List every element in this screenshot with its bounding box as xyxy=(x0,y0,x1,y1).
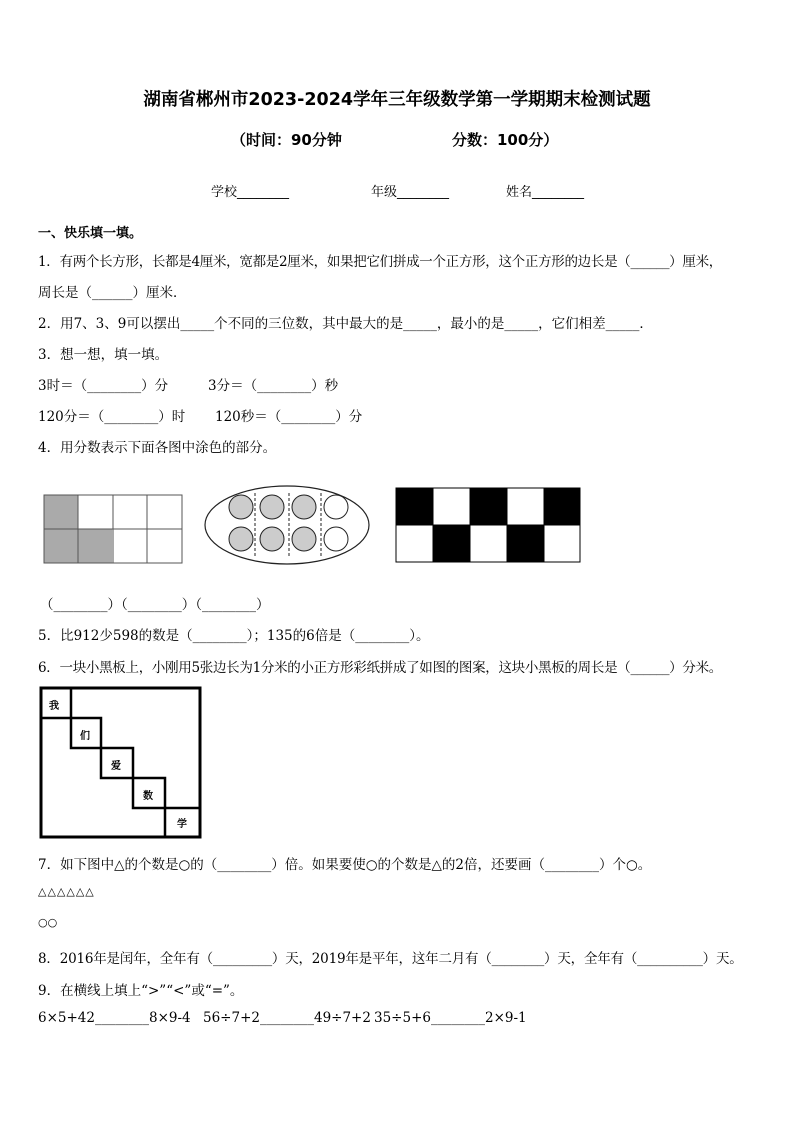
question-9a: 6×5+42________8×9-4 xyxy=(38,1010,191,1026)
figure-ellipse-circles xyxy=(203,483,373,569)
question-2: 2．用7、3、9可以摆出_____个不同的三位数，其中最大的是_____，最小的是_____，它们相差_____． xyxy=(38,316,653,332)
circle-row: ○○ xyxy=(38,916,58,929)
tile-char-2: 们 xyxy=(80,731,90,742)
exam-score: 分数：100分） xyxy=(452,131,559,149)
triangle-row: △△△△△△ xyxy=(38,885,95,898)
figure-checkerboard xyxy=(395,487,581,563)
question-1-line-2: 周长是（______）厘米． xyxy=(38,285,187,301)
page-title: 湖南省郴州市2023-2024学年三年级数学第一学期期末检测试题 xyxy=(143,90,651,110)
tile-char-3: 爱 xyxy=(111,761,121,772)
tile-char-1: 我 xyxy=(49,701,59,712)
question-9c: 35÷5+6________2×9-1 xyxy=(374,1010,527,1026)
question-4-answers: （________）（________）（________） xyxy=(40,597,270,613)
section-heading: 一、快乐填一填。 xyxy=(38,226,143,241)
question-9: 9．在横线上填上“>”“<”或“=”。 xyxy=(38,983,244,999)
figure-grid-shaded xyxy=(43,494,185,566)
question-3b: 3分＝（________）秒 xyxy=(208,378,339,394)
question-3a: 3时＝（________）分 xyxy=(38,378,169,394)
question-5: 5．比912少598的数是（________）；135的6倍是（________）。 xyxy=(38,628,430,644)
tile-char-5: 学 xyxy=(177,819,187,830)
tile-char-4: 数 xyxy=(143,791,153,802)
question-4: 4．用分数表示下面各图中涂色的部分。 xyxy=(38,440,277,456)
question-9b: 56÷7+2________49÷7+2 xyxy=(203,1010,371,1026)
question-3d: 120秒＝（________）分 xyxy=(215,409,363,425)
school-field[interactable]: 学校________ xyxy=(211,185,290,200)
grade-field[interactable]: 年级________ xyxy=(371,185,450,200)
exam-time: （时间：90分钟 xyxy=(231,131,342,149)
question-3: 3．想一想，填一填。 xyxy=(38,347,169,363)
name-field[interactable]: 姓名________ xyxy=(506,185,585,200)
question-8: 8．2016年是闰年，全年有（_________）天，2019年是平年，这年二月有（________）天，全年有（__________）天。 xyxy=(38,951,743,967)
question-3c: 120分＝（________）时 xyxy=(38,409,186,425)
question-7: 7．如下图中△的个数是○的（________）倍。如果要使○的个数是△的2倍，还要画（________）个○。 xyxy=(38,857,652,873)
question-6: 6．一块小黑板上，小刚用5张边长为1分米的小正方形彩纸拼成了如图的图案，这块小黑板的周长是（______）分米。 xyxy=(38,660,722,676)
question-1-line-1: 1．有两个长方形，长都是4厘米，宽都是2厘米，如果把它们拼成一个正方形，这个正方形的边长是（______）厘米， xyxy=(38,254,722,270)
